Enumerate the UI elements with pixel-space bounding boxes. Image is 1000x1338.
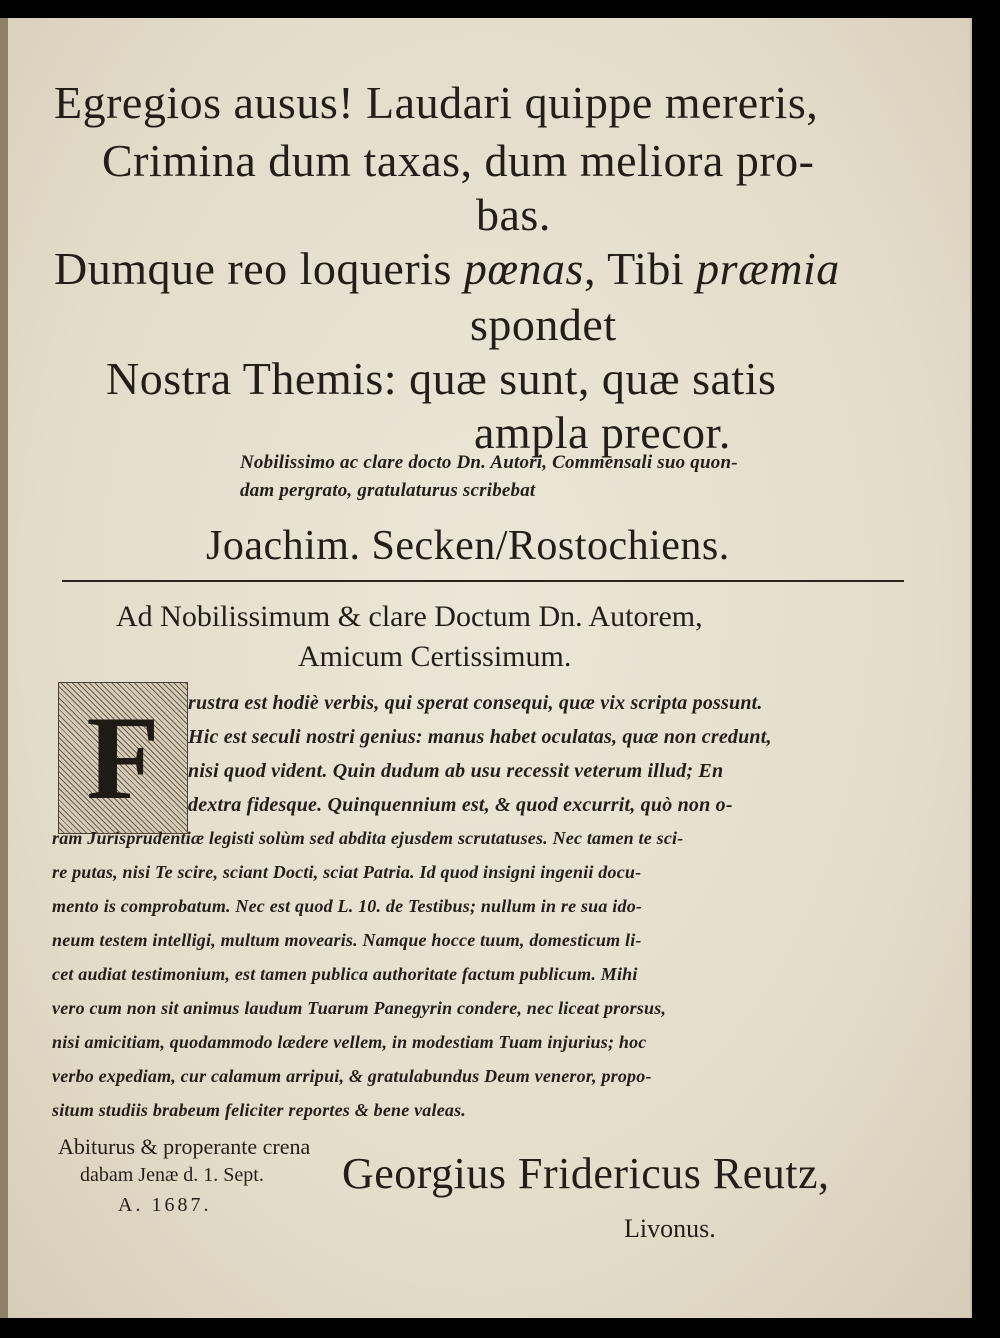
body-line-4: dextra fidesque. Quinquennium est, & quod excurrit, quò non o- — [188, 794, 733, 816]
author-name: Georgius Fridericus Reutz, — [342, 1149, 830, 1198]
poem-line-3: bas. — [476, 189, 551, 240]
poem-line-4-a: Dumque reo loqueris — [54, 243, 464, 294]
body-line-5: ram Jurisprudentiæ legisti solùm sed abdita ejusdem scrutatuses. Nec tamen te sci- — [52, 828, 684, 848]
body-line-6: re putas, nisi Te scire, sciant Docti, sciat Patria. Id quod insigni ingenii docu- — [52, 862, 642, 882]
heading-line-1: Ad Nobilissimum & clare Doctum Dn. Autorem, — [116, 600, 703, 633]
body-line-2: Hic est seculi nostri genius: manus habet oculatas, quæ non credunt, — [188, 726, 772, 748]
poem-line-2: Crimina dum taxas, dum meliora pro- — [102, 135, 815, 186]
closing-line-1: Abiturus & properante crena — [58, 1134, 311, 1159]
poem-line-1: Egregios ausus! Laudari quippe mereris, — [54, 77, 819, 128]
poem-word-praemia: præmia — [696, 243, 840, 294]
heading-line-2: Amicum Certissimum. — [298, 640, 572, 673]
body-line-9: cet audiat testimonium, est tamen publica authoritate factum publicum. Mihi — [52, 964, 638, 984]
poem-word-poenas: pœnas — [463, 243, 584, 294]
body-line-13: situm studiis brabeum feliciter reportes & bene valeas. — [52, 1100, 466, 1120]
poem-line-4-c: , Tibi — [583, 243, 697, 294]
body-line-12: verbo expediam, cur calamum arripui, & gratulabundus Deum veneror, propo- — [52, 1066, 652, 1086]
body-line-7: mento is comprobatum. Nec est quod L. 10. de Testibus; nullum in re sua ido- — [52, 896, 643, 916]
body-line-11: nisi amicitiam, quodammodo lædere vellem, in modestiam Tuam injurius; hoc — [52, 1032, 647, 1052]
body-line-10: vero cum non sit animus laudum Tuarum Panegyrin condere, nec liceat prorsus, — [52, 998, 667, 1018]
poem-line-6: Nostra Themis: quæ sunt, quæ satis — [106, 353, 777, 404]
poem-line-7: ampla precor. — [474, 407, 731, 458]
body-line-3: nisi quod vident. Quin dudum ab usu recessit veterum illud; En — [188, 760, 724, 782]
book-page — [0, 18, 972, 1318]
page-edge — [0, 18, 8, 1318]
poem-line-5: spondet — [470, 299, 617, 350]
body-line-8: neum testem intelligi, multum movearis. Namque hocce tuum, domesticum li- — [52, 930, 642, 950]
author-origin: Livonus. — [624, 1214, 716, 1243]
drop-cap-letter: F — [86, 691, 160, 824]
section-divider — [62, 580, 904, 582]
dedication-line-1: Nobilissimo ac clare docto Dn. Autori, Commensali suo quon- — [240, 452, 738, 473]
poem-line-4 — [54, 242, 840, 295]
body-line-1: rustra est hodiè verbis, qui sperat consequi, quæ vix scripta possunt. — [188, 692, 763, 714]
closing-line-2: dabam Jenæ d. 1. Sept. — [80, 1164, 264, 1186]
dedication-line-2: dam pergrato, gratulaturus scribebat — [240, 480, 536, 501]
ornamental-drop-cap — [58, 682, 188, 834]
dedication-signature: Joachim. Secken/Rostochiens. — [206, 523, 730, 569]
closing-date: A. 1687. — [118, 1194, 212, 1216]
